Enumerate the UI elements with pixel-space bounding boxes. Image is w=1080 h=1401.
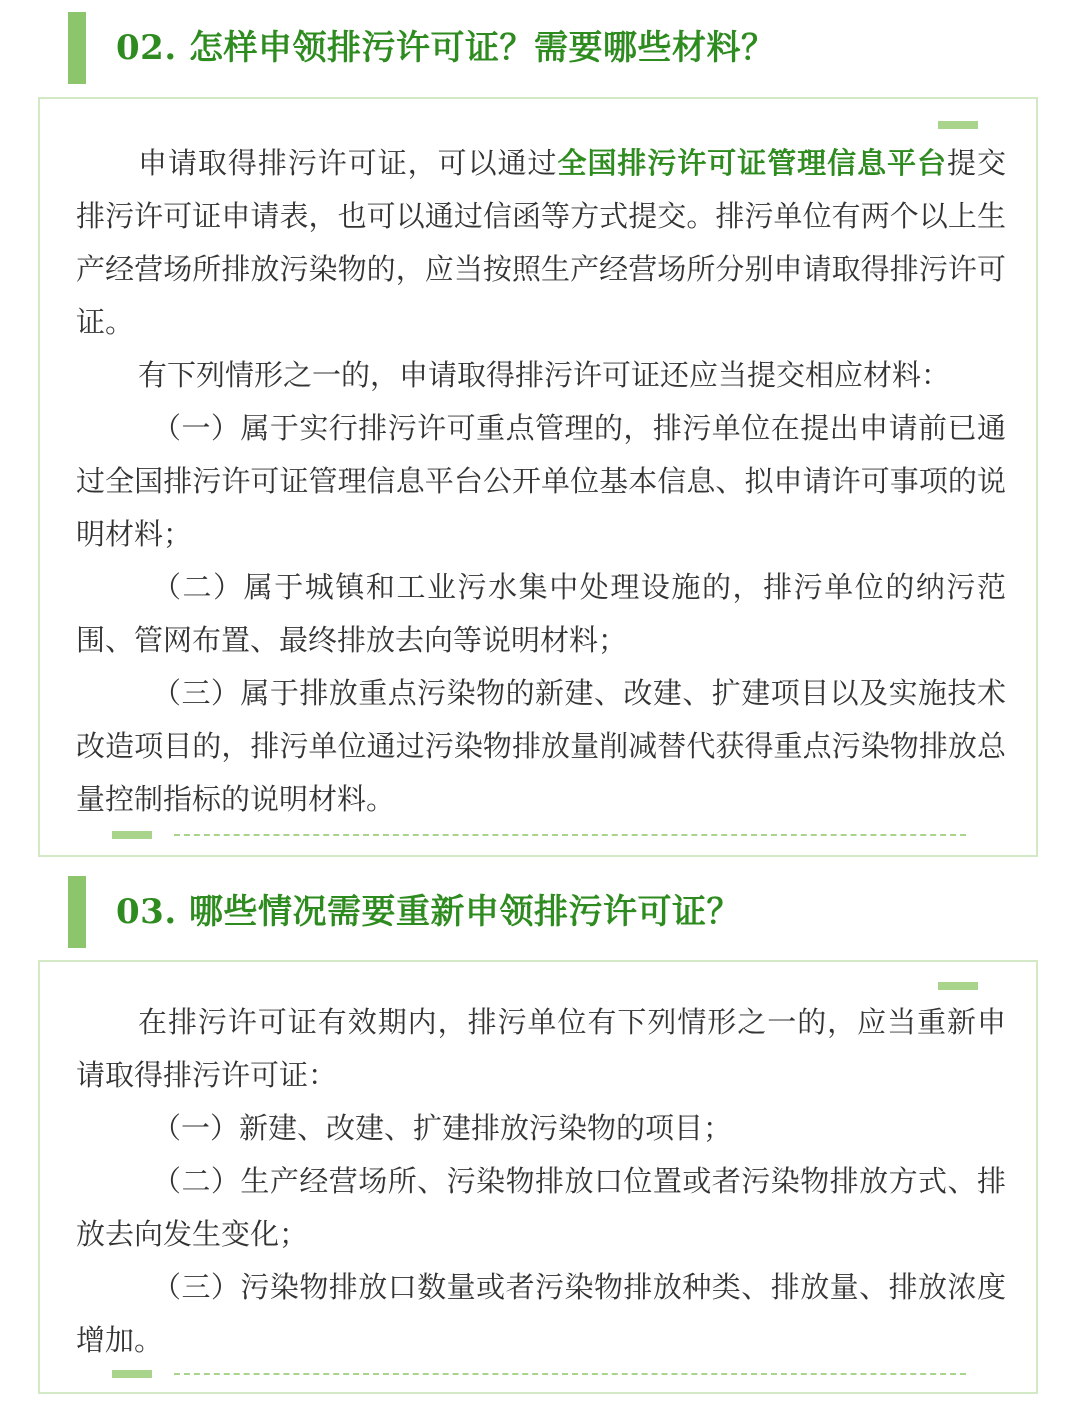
paragraph-intro: 在排污许可证有效期内，排污单位有下列情形之一的，应当重新申请取得排污许可证： xyxy=(76,1005,1006,1092)
list-item: （三）属于排放重点污染物的新建、改建、扩建项目以及实施技术改造项目的，排污单位通过污染物排放量削减替代获得重点污染物排放总量控制指标的说明材料。 xyxy=(76,676,1006,816)
heading-accent-bar xyxy=(68,12,86,84)
platform-highlight: 全国排污许可证管理信息平台 xyxy=(557,146,947,180)
section-02-title: 02. 怎样申领排污许可证？需要哪些材料？ xyxy=(116,28,776,68)
paragraph-conditions: 有下列情形之一的，申请取得排污许可证还应当提交相应材料： xyxy=(138,358,951,392)
section-02-content xyxy=(76,137,1006,826)
section-02-heading xyxy=(68,12,968,84)
bottom-divider xyxy=(112,831,966,839)
paragraph-intro: 申请取得排污许可证，可以通过全国排污许可证管理信息平台提交排污许可证申请表，也可以通过信函等方式提交。排污单位有两个以上生产经营场所排放污染物的，应当按照生产经营场所分别申请取得排污许可证。 xyxy=(76,146,1006,339)
heading-accent-bar xyxy=(68,876,86,948)
section-02-box xyxy=(38,97,1038,857)
section-03-content xyxy=(76,996,1006,1367)
section-03-box xyxy=(38,960,1038,1394)
list-item: （三）污染物排放口数量或者污染物排放种类、排放量、排放浓度增加。 xyxy=(76,1270,1006,1357)
list-item: （二）属于城镇和工业污水集中处理设施的，排污单位的纳污范围、管网布置、最终排放去向等说明材料； xyxy=(76,570,1006,657)
corner-decoration xyxy=(938,121,978,129)
list-item: （一）新建、改建、扩建排放污染物的项目； xyxy=(152,1111,733,1145)
section-03-title: 03. 哪些情况需要重新申领排污许可证？ xyxy=(116,892,741,932)
list-item: （二）生产经营场所、污染物排放口位置或者污染物排放方式、排放去向发生变化； xyxy=(76,1164,1006,1251)
bottom-divider xyxy=(112,1370,966,1378)
list-item: （一）属于实行排污许可重点管理的，排污单位在提出申请前已通过全国排污许可证管理信息平台公开单位基本信息、拟申请许可事项的说明材料； xyxy=(76,411,1006,551)
corner-decoration xyxy=(938,982,978,990)
section-03-heading xyxy=(68,876,968,948)
